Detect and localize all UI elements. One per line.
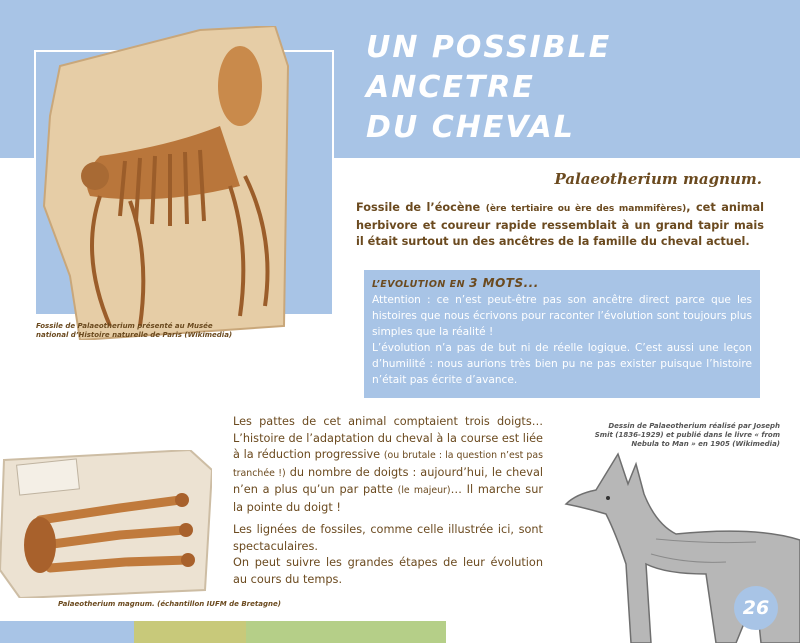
caption-drawing: Dessin de Palaeotherium réalisé par Joseph Smit (1836-1929) et publié dans le livre « from Nebula to Man » en 1905 (Wikimedia): [594, 422, 780, 448]
intro-text-2: , cet animal herbivore et coureur rapide ressemblait à un grand tapir mais il était surtout un des ancêtres de la famille du cheval actuel.: [356, 201, 765, 248]
foot-fossil-photo: [0, 450, 212, 598]
evolution-box-p2: L’évolution n’a pas de but ni de réelle logique. C’est aussi une leçon d’humilité : nous aurions très bien pu ne pas exister puisque l’histoire n’était pas écrite d’avance.: [372, 342, 752, 386]
footer-bar-green: [246, 621, 446, 643]
body-p2: Les lignées de fossiles, comme celle illustrée ici, sont spectaculaires.: [233, 523, 543, 553]
page-title: [366, 28, 786, 148]
box-title-text: L’EVOLUTION EN: [372, 279, 466, 290]
intro-paragraph: [356, 200, 764, 251]
species-subtitle: Palaeotherium magnum.: [554, 170, 762, 188]
body-paragraph-1: [233, 414, 543, 516]
evolution-box-title: [372, 276, 752, 290]
caption-fossil-museum: Fossile de Palaeotherium présenté au Musée national d’Histoire naturelle de Paris (Wikimedia): [36, 322, 233, 339]
footer-bar-khaki: [134, 621, 246, 643]
body-p1c: … Il marche sur la pointe du doigt !: [233, 483, 544, 514]
intro-text-1: Fossile de l’éocène: [356, 201, 481, 214]
body-p1a: Les pattes de cet animal comptaient trois doigts… L’histoire de l’adaptation du cheval à la course est liée à la réduction progressive: [233, 415, 543, 461]
page-number: 26: [734, 586, 778, 630]
box-title-big: 3 MOTS...: [469, 276, 539, 290]
body-p1-aside: (ou brutale : la question n’est pas tranchée !): [233, 450, 544, 479]
evolution-box-p1: Attention : ce n’est peut-être pas son ancêtre direct parce que les histoires que nous écrivons pour raconter l’évolution sont toujours plus simples que la réalité !: [372, 294, 752, 338]
body-text: [233, 414, 543, 594]
title-line-2: DU CHEVAL: [366, 110, 575, 145]
title-line-1: UN POSSIBLE ANCETRE: [366, 30, 612, 105]
body-p3: On peut suivre les grandes étapes de leur évolution au cours du temps.: [233, 556, 543, 586]
body-paragraph-2: [233, 522, 543, 588]
intro-aside: (ère tertiaire ou ère des mammifères): [485, 204, 687, 214]
body-p1b: du nombre de doigts : aujourd’hui, le cheval n’en a plus qu’un par patte: [233, 465, 544, 496]
footer-bar-blue: [0, 621, 134, 643]
caption-specimen: Palaeotherium magnum. (échantillon IUFM de Bretagne): [58, 600, 281, 608]
evolution-box: [364, 270, 760, 398]
fossil-skeleton-photo: [40, 26, 290, 340]
body-p1-aside-2: (le majeur): [397, 485, 451, 496]
